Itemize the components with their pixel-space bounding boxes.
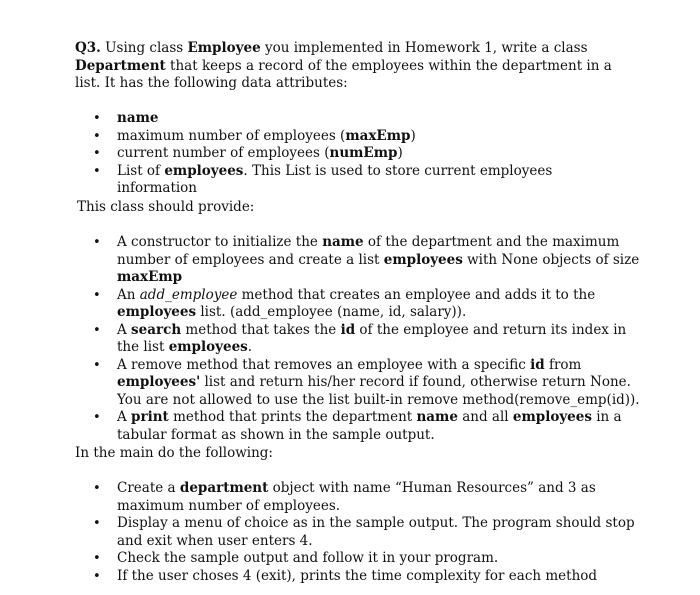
main-heading: In the main do the following: <box>75 445 273 461</box>
attribute-item: • List of employees. This List is used to store current employees information <box>75 163 635 198</box>
attribute-list <box>75 110 635 198</box>
main-step-item: • Check the sample output and follow it in your program. <box>75 550 647 568</box>
method-item-print: • A print method that prints the department name and all employees in a tabular format as shown in the sample output. <box>75 409 647 444</box>
attribute-item: • current number of employees (numEmp) <box>75 145 635 163</box>
question-number: Q3. <box>75 40 101 56</box>
attribute-item: • maximum number of employees (maxEmp) <box>75 128 635 146</box>
main-steps-list <box>75 480 647 585</box>
main-step-item: • If the user choses 4 (exit), prints the time complexity for each method <box>75 568 647 586</box>
method-item-constructor: • A constructor to initialize the name of the department and the maximum number of employees and create a list employees with None objects of size maxEmp <box>75 234 647 287</box>
method-item-remove: • A remove method that removes an employee with a specific id from employees' list and return his/her record if found, otherwise return None. You are not allowed to use the list built-in remove method(remove_emp(id)). <box>75 357 647 410</box>
main-step-item: • Create a department object with name “Human Resources” and 3 as maximum number of employees. <box>75 480 647 515</box>
question-intro: Q3. Using class Employee you implemented in Homework 1, write a class Department that keeps a record of the employees within the department in a list. It has the following data attributes: <box>75 40 612 91</box>
class-department: Department <box>75 57 166 74</box>
attribute-item: • name <box>75 110 635 128</box>
main-step-item: • Display a menu of choice as in the sample output. The program should stop and exit when user enters 4. <box>75 515 647 550</box>
method-item-search: • A search method that takes the id of the employee and return its index in the list employees. <box>75 322 647 357</box>
class-employee: Employee <box>187 40 261 56</box>
provide-heading: This class should provide: <box>77 199 255 215</box>
method-item-add-employee: • An add_employee method that creates an employee and adds it to the employees list. (add_employee (name, id, salary)). <box>75 287 647 322</box>
method-list <box>75 234 647 444</box>
